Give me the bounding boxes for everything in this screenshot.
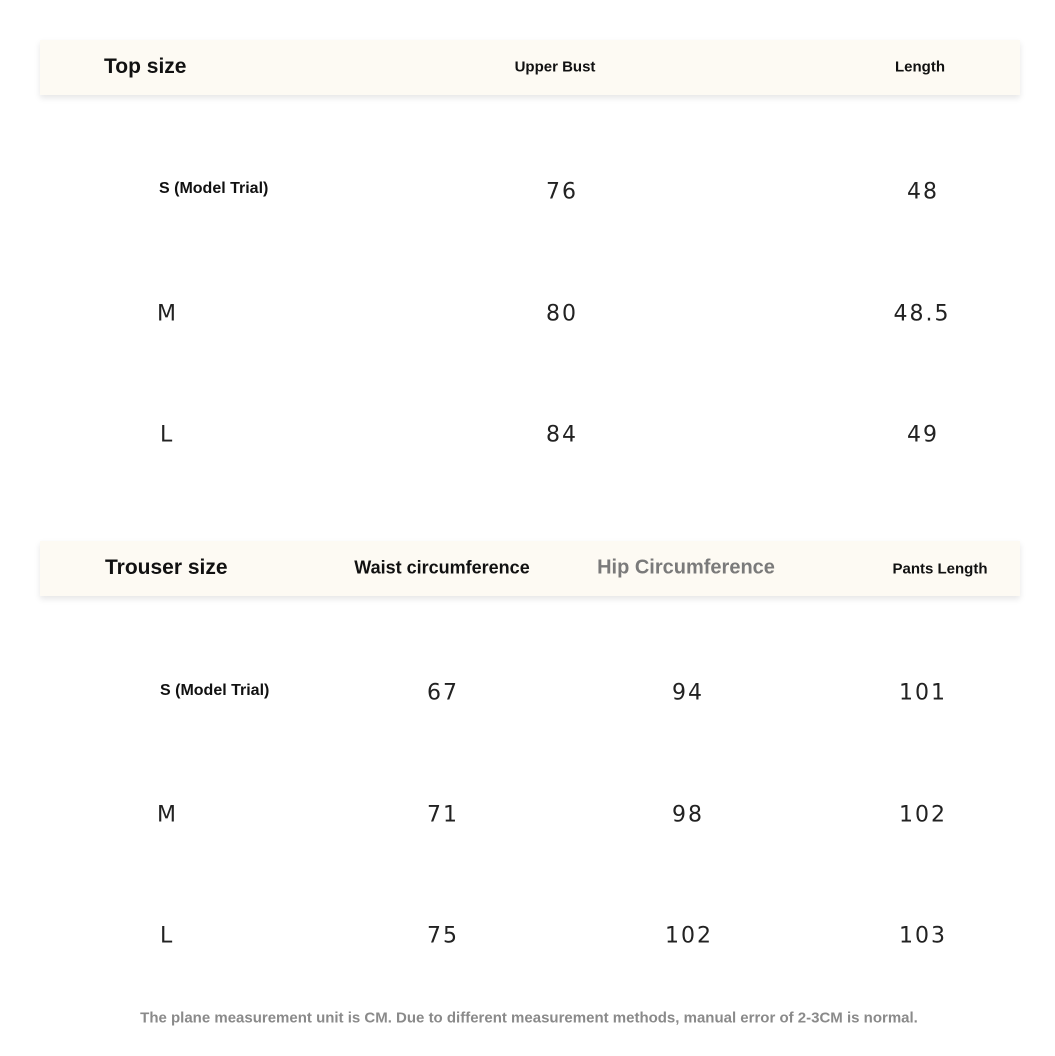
top-row-size-s: S (Model Trial) — [159, 180, 269, 197]
top-size-title: Top size — [104, 55, 187, 78]
top-row-size-l: L — [160, 422, 173, 448]
top-row-size-m: M — [157, 301, 176, 327]
trouser-header-waist: Waist circumference — [354, 557, 530, 578]
top-row-s-upper-bust: 76 — [546, 179, 578, 205]
trouser-size-title: Trouser size — [105, 556, 228, 579]
top-header-length: Length — [895, 58, 945, 76]
top-row-l-upper-bust: 84 — [546, 422, 578, 448]
trouser-row-size-l: L — [160, 923, 173, 949]
trouser-row-s-pants-length: 101 — [899, 680, 947, 706]
trouser-row-s-waist: 67 — [427, 680, 459, 706]
measurement-note: The plane measurement unit is CM. Due to different measurement methods, manual error of 2-3CM is normal. — [140, 1009, 918, 1027]
trouser-row-l-hip: 102 — [665, 923, 713, 949]
top-header-upper-bust: Upper Bust — [514, 58, 596, 76]
top-row-m-upper-bust: 80 — [546, 301, 578, 327]
trouser-row-m-pants-length: 102 — [899, 802, 947, 828]
trouser-row-m-waist: 71 — [427, 802, 459, 828]
trouser-row-l-pants-length: 103 — [899, 923, 947, 949]
trouser-row-size-m: M — [157, 802, 176, 828]
trouser-header-hip: Hip Circumference — [597, 556, 775, 579]
top-row-l-length: 49 — [907, 422, 939, 448]
top-row-m-length: 48.5 — [893, 301, 951, 327]
top-row-s-length: 48 — [907, 179, 939, 205]
trouser-row-s-hip: 94 — [672, 680, 704, 706]
trouser-row-m-hip: 98 — [672, 802, 704, 828]
trouser-row-l-waist: 75 — [427, 923, 459, 949]
trouser-row-size-s: S (Model Trial) — [160, 682, 270, 699]
trouser-header-pants-length: Pants Length — [892, 560, 988, 578]
